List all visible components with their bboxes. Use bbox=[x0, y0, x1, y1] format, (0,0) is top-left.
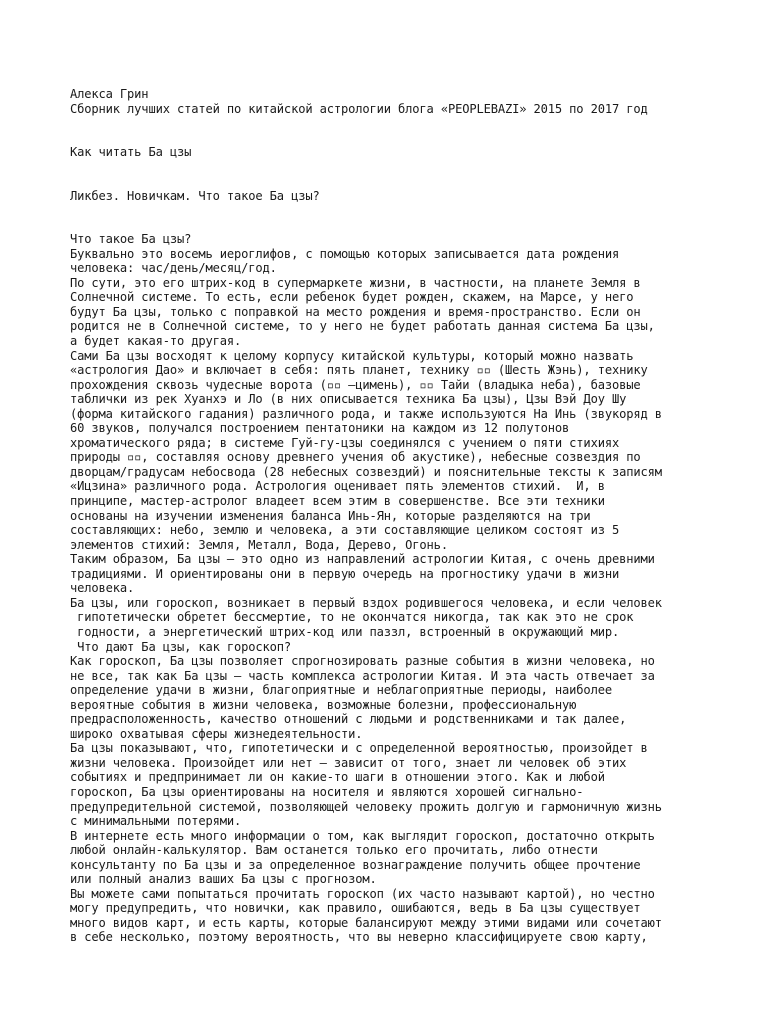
text-line: гороскоп, Ба цзы ориентированы на носителя и являются хорошей сигнально- bbox=[70, 784, 584, 799]
text-line: (форма китайского гадания) различного рода, и также используются На Инь (звукоряд в bbox=[70, 406, 662, 421]
author-name: Алекса Грин bbox=[70, 87, 149, 101]
text-line: с минимальными потерями. bbox=[70, 814, 242, 829]
text-line: традициями. И ориентированы они в первую очередь на прогностику удачи в жизни bbox=[70, 566, 620, 581]
text-line: жизни человека. Произойдет или нет – зависит от того, знает ли человек об этих bbox=[70, 755, 627, 770]
text-line: Ба цзы, или гороскоп, возникает в первый вздох родившегося человека, и если человек bbox=[70, 595, 662, 610]
text-line: предупредительной системой, позволяющей человеку прожить долгую и гармоничную жизнь bbox=[70, 799, 662, 814]
text-line: В интернете есть много информации о том, как выглядит гороскоп, достаточно открыть bbox=[70, 828, 655, 843]
text-line: человека. bbox=[70, 581, 135, 596]
text-line: дворцам/градусам небосвода (28 небесных созвездий) и пояснительные тексты к записям bbox=[70, 464, 662, 479]
text-line: не все, так как Ба цзы – часть комплекса астрологии Китая. И эта часть отвечает за bbox=[70, 668, 655, 683]
text-line: Сами Ба цзы восходят к целому корпусу китайской культуры, который можно назвать bbox=[70, 348, 634, 363]
text-line: элементов стихий: Земля, Металл, Вода, Дерево, Огонь. bbox=[70, 537, 448, 552]
text-line: годности, а энергетический штрих-код или паззл, встроенный в окружающий мир. bbox=[70, 624, 620, 639]
chapter-title: Как читать Ба цзы bbox=[70, 145, 192, 160]
text-line: По сути, это его штрих-код в супермаркете жизни, в частности, на планете Земля в bbox=[70, 275, 641, 290]
text-line: Что дают Ба цзы, как гороскоп? bbox=[70, 639, 292, 654]
text-line: Вы можете сами попытаться прочитать гороскоп (их часто называют картой), но честно bbox=[70, 886, 655, 901]
text-line: «Ицзина» различного рода. Астрология оценивает пять элементов стихий. И, в bbox=[70, 479, 605, 494]
text-line: родится не в Солнечной системе, то у него не будет работать данная система Ба цзы, bbox=[70, 319, 655, 334]
text-line: будут Ба цзы, только с поправкой на место рождения и время-пространство. Если он bbox=[70, 304, 641, 319]
text-line: принципе, мастер-астролог владеет всем этим в совершенстве. Все эти техники bbox=[70, 494, 605, 509]
text-line: человека: час/день/месяц/год. bbox=[70, 261, 277, 276]
text-line: любой онлайн-калькулятор. Вам останется только его прочитать, либо отнести bbox=[70, 843, 598, 858]
text-line: или полный анализ ваших Ба цзы с прогнозом. bbox=[70, 872, 377, 887]
text-line: событиях и предпринимает ли он какие-то шаги в отношении этого. Как и любой bbox=[70, 770, 605, 785]
text-line: в себе несколько, поэтому вероятность, что вы неверно классифицируете свою карту, bbox=[70, 930, 648, 945]
spacer bbox=[70, 203, 738, 232]
text-line: природы ▫▫, составляя основу древнего учения об акустике), небесные созвездия по bbox=[70, 450, 641, 465]
text-line: определение удачи в жизни, благоприятные и неблагоприятные периоды, наиболее bbox=[70, 683, 612, 698]
text-line: Буквально это восемь иероглифов, с помощью которых записывается дата рождения bbox=[70, 246, 620, 261]
section-title: Ликбез. Новичкам. Что такое Ба цзы? bbox=[70, 188, 320, 203]
spacer bbox=[70, 116, 738, 145]
body-text bbox=[70, 232, 738, 945]
text-line: Таким образом, Ба цзы – это одно из направлений астрологии Китая, с очень древними bbox=[70, 552, 655, 567]
text-line: таблички из рек Хуанхэ и Ло (в них описывается техника Ба цзы), Цзы Вэй Доу Шу bbox=[70, 392, 627, 407]
text-line: прохождения сквозь чудесные ворота (▫▫ –цимень), ▫▫ Тайи (владыка неба), базовые bbox=[70, 377, 641, 392]
text-line: 60 звуков, получался построением пентатоники на каждом из 12 полутонов bbox=[70, 421, 570, 436]
text-line: гипотетически обретет бессмертие, то не окончатся никогда, так как это не срок bbox=[70, 610, 634, 625]
text-line: широко охватывая сферы жизнедеятельности. bbox=[70, 726, 363, 741]
book-title: Сборник лучших статей по китайской астрологии блога «PEOPLEBAZI» 2015 по 2017 год bbox=[70, 101, 648, 116]
text-line: Как гороскоп, Ба цзы позволяет спрогнозировать разные события в жизни человека, но bbox=[70, 654, 655, 669]
text-line: консультанту по Ба цзы и за определенное вознаграждение получить общее прочтение bbox=[70, 857, 641, 872]
text-line: основаны на изучении изменения баланса Инь-Ян, которые разделяются на три bbox=[70, 508, 591, 523]
text-line: Что такое Ба цзы? bbox=[70, 232, 192, 247]
text-line: вероятные события в жизни человека, возможные болезни, профессиональную bbox=[70, 697, 577, 712]
spacer bbox=[70, 160, 738, 189]
text-line: могу предупредить, что новички, как правило, ошибаются, ведь в Ба цзы существует bbox=[70, 901, 641, 916]
text-line: Ба цзы показывают, что, гипотетически и с определенной вероятностью, произойдет в bbox=[70, 741, 648, 756]
text-line: Солнечной системе. То есть, если ребенок будет рожден, скажем, на Марсе, у него bbox=[70, 290, 634, 305]
text-line: много видов карт, и есть карты, которые балансируют между этими видами или сочетают bbox=[70, 915, 662, 930]
text-line: хроматического ряда; в системе Гуй-гу-цзы соединялся с учением о пяти стихиях bbox=[70, 435, 620, 450]
text-line: а будет какая-то другая. bbox=[70, 334, 242, 349]
text-line: «астрология Дао» и включает в себя: пять планет, технику ▫▫ (Шесть Жэнь), технику bbox=[70, 363, 648, 378]
text-line: предрасположенность, качество отношений с людьми и родственниками и так далее, bbox=[70, 712, 627, 727]
text-line: составляющих: небо, землю и человека, а эти составляющие целиком состоят из 5 bbox=[70, 523, 620, 538]
